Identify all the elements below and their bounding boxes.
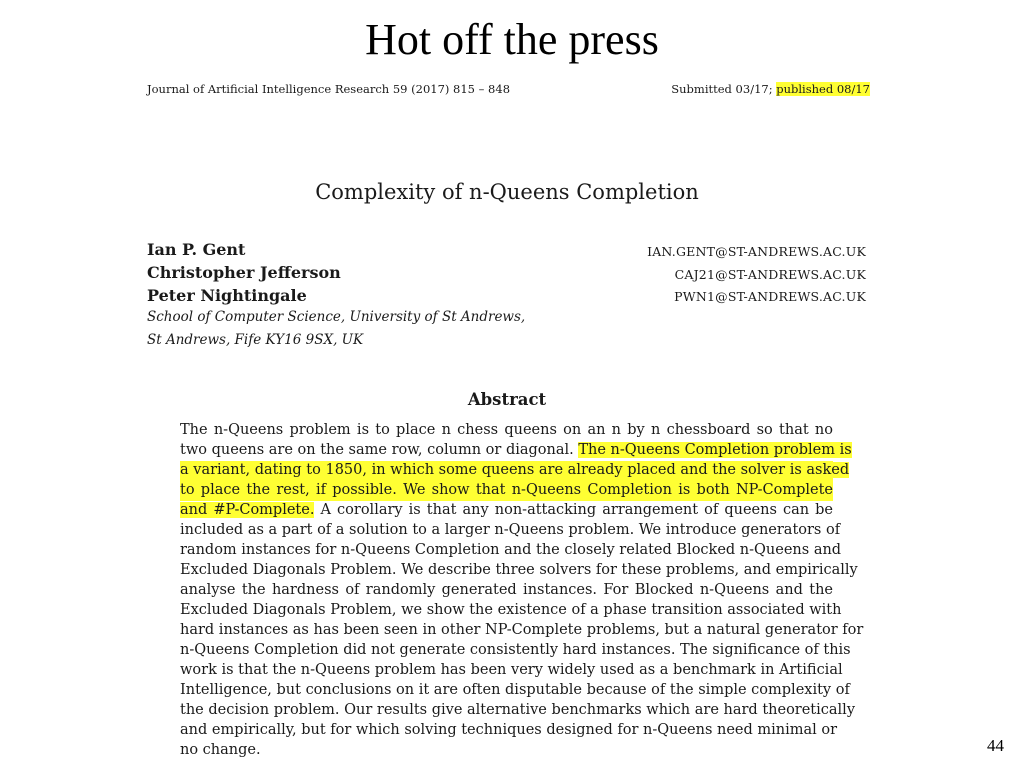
abstract-line: two queens are on the same row, column or diagonal. The n-Queens Completion problem is bbox=[180, 442, 852, 458]
author-email: CAJ21@ST-ANDREWS.AC.UK bbox=[674, 267, 866, 282]
journal-citation: Journal of Artificial Intelligence Research 59 (2017) 815 – 848 bbox=[147, 82, 511, 96]
slide-title: Hot off the press bbox=[365, 15, 659, 64]
abstract-line: the decision problem. Our results give alternative benchmarks which are hard theoretically bbox=[180, 702, 856, 718]
abstract-line: Excluded Diagonals Problem, we show the existence of a phase transition associated with bbox=[180, 602, 842, 618]
abstract-line: random instances for n-Queens Completion and the closely related Blocked n-Queens and bbox=[180, 542, 842, 558]
abstract-line-highlighted: to place the rest, if possible. We show that n-Queens Completion is both NP-Complete bbox=[180, 481, 833, 501]
abstract-line: no change. bbox=[180, 742, 261, 758]
abstract-line: Excluded Diagonals Problem. We describe three solvers for these problems, and empirically bbox=[180, 562, 858, 578]
abstract-line-highlighted: a variant, dating to 1850, in which some queens are already placed and the solver is asked bbox=[180, 461, 833, 481]
abstract-line: and #P-Complete. A corollary is that any non-attacking arrangement of queens can be bbox=[180, 502, 833, 518]
submission-dates bbox=[671, 82, 870, 96]
author-name: Peter Nightingale bbox=[147, 286, 307, 305]
author-email: PWN1@ST-ANDREWS.AC.UK bbox=[674, 289, 866, 304]
author-name: Christopher Jefferson bbox=[147, 263, 341, 282]
abstract-line: work is that the n-Queens problem has been very widely used as a benchmark in Artificial bbox=[180, 662, 843, 678]
abstract-line: Intelligence, but conclusions on it are often disputable because of the simple complexity of bbox=[180, 682, 850, 698]
abstract-line: hard instances as has been seen in other NP-Complete problems, but a natural generator for bbox=[180, 622, 864, 638]
slide-page-number: 44 bbox=[987, 736, 1004, 755]
abstract-line: and empirically, but for which solving techniques designed for n-Queens need minimal or bbox=[180, 722, 838, 738]
submitted-date: Submitted 03/17; bbox=[671, 82, 777, 96]
published-date: published 08/17 bbox=[776, 82, 870, 96]
abstract-line: analyse the hardness of randomly generated instances. For Blocked n-Queens and the bbox=[180, 582, 833, 598]
abstract-heading: Abstract bbox=[467, 390, 547, 409]
paper-page-image bbox=[142, 74, 886, 764]
affiliation-line: School of Computer Science, University of St Andrews, bbox=[147, 309, 526, 325]
author-name: Ian P. Gent bbox=[147, 240, 246, 259]
abstract-line: The n-Queens problem is to place n chess queens on an n by n chessboard so that no bbox=[180, 422, 833, 438]
abstract-line: n-Queens Completion did not generate consistently hard instances. The significance of this bbox=[180, 642, 851, 658]
author-email: IAN.GENT@ST-ANDREWS.AC.UK bbox=[647, 244, 866, 259]
abstract-line: included as a part of a solution to a larger n-Queens problem. We introduce generators of bbox=[180, 522, 841, 538]
affiliation-line: St Andrews, Fife KY16 9SX, UK bbox=[147, 332, 364, 348]
paper-title: Complexity of n-Queens Completion bbox=[315, 180, 699, 204]
